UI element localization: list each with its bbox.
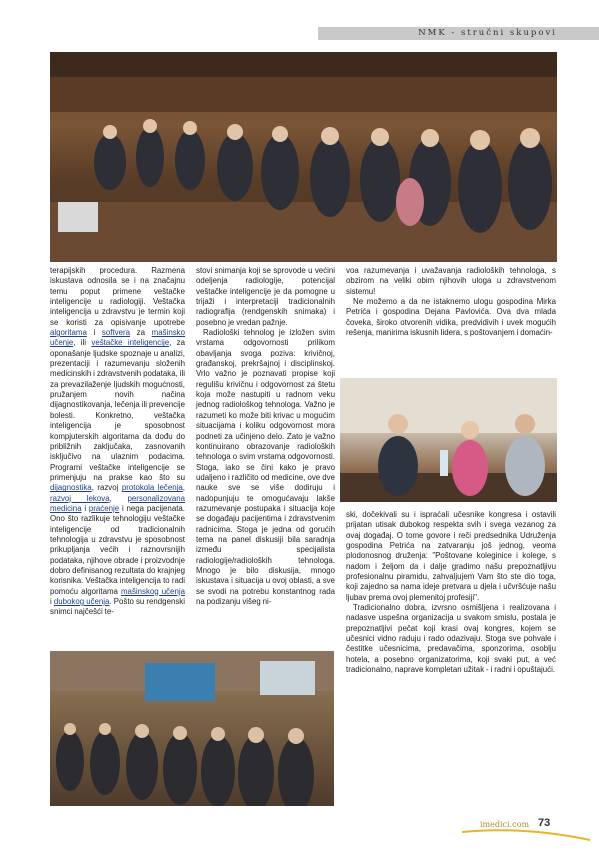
link-masinsko-ucenje[interactable]: mašinsko učenje: [50, 328, 185, 348]
footer-logo: imedici.com: [480, 820, 530, 829]
link-personalizovana-medicina[interactable]: personalizovana medicina: [50, 493, 185, 513]
column2-paragraph-2: Radiološki tehnolog je izložen svim vrstama odgovornosti prilikom obavljanja svoga poziva: krivičnoj, građanskoj, prekršajnoj i disciplinskoj. Vrlo važno je poznavati propise koji regulišu krivičnu i odgovornost za štetu koja može nastupiti u radnom veku jednog radiološkog tehnologa. Važno je razumeti ko može biti krivac u mogućim situacijama i koliku odgovornost mora podneti za učinjeno delo. Zato je važno kontinuirano obrazovanje radioloških tehnologa o svim vrstama odgovornosti. Stoga, iako se čini kako je pravo udaljeno i različito od medicine, ove dve nauke sve se više dodiruju i nadopunjuju te omogućavaju lakše razumevanje postupaka i situacija koje se događaju pacijentima i zdravstvenim radnicima. Stoga je jedna od gorućih tema na panel diskusiji bila saradnja između specijalista radiologije/radioloških tehnologa. Mnogo je bilo diskusija, mnogo iskustava i situacija u ovoj oblasti, a sve se svodi na potrebu konstantnog rada na podizanju višeg ni-: [196, 328, 335, 606]
column3-paragraph-1: voa razumevanja i uvažavanja radioloških tehnologa, s obzirom na veliki obim njihovih uloga u zdravstvenom sistemu!: [346, 266, 556, 296]
link-duboko-ucenje[interactable]: dubokog učenja: [53, 597, 110, 606]
text-run: . Pošto su rendgenski snimci najčešći te-: [50, 597, 185, 617]
link-softver[interactable]: softvera: [101, 328, 130, 338]
text-run: i nega pacijenata. Ono što razlikuje tehnologiju veštačke inteligencije od tradicionalnih tehnologija u zdravstvu je sposobnost prikupljanja većih i raznovrsnijih podataka, njihove obrade i proizvodnje dobro definisanog rezultata do krajnjeg korisnika. Veštačka inteligencija to radi pomoću algoritama: [50, 503, 185, 596]
hall-illustration: [50, 651, 334, 806]
link-protokol-lecenja[interactable]: protokola lečenja: [121, 483, 183, 493]
link-algoritmi[interactable]: algoritama: [50, 328, 87, 338]
column1-paragraph: [50, 266, 185, 618]
link-dijagnostika[interactable]: dijagnostika: [50, 483, 92, 493]
panel-discussion-photo: [340, 378, 557, 502]
column3-paragraph-3: ski, dočekivali su i ispraćali učesnike kongresa i ostavili prijatan utisak dubokog respekta svih i svega vezanog za ovaj događaj. O tome govore i reči predsednika Udruženja gospodina Petrića na zatvaranju još jednog, veoma plodonosnog druženja: "Poštovane koleginice i kolege, s nadom i željom da i dalje gradimo našu prepoznatljivu profesionalnu piramidu, zahvaljujem Vam što ste dio toga, koji zajedno sa nama ideje pretvara u djela i učvršćuje našu ljubav prema ovoj plemenitoj profesiji".: [346, 510, 556, 602]
link-pracenje[interactable]: praćenje: [88, 503, 120, 513]
footer-swoosh-decoration: [462, 828, 592, 842]
text-run: , ili: [73, 338, 87, 348]
section-header: NMK - stručni skupovi: [418, 28, 557, 38]
text-run: i: [84, 503, 87, 513]
column3-paragraph-2: Ne možemo a da ne istaknemo ulogu gospodina Mirka Petrića i gospodina Dejana Pavlovića. Ova dva mlada čoveka, široko otvorenih vidika, predvidivih i uvek mogućih rešenja, manirima iskusnih lidera, s poštovanjem i domaćin-: [346, 297, 556, 338]
link-vestacka-inteligencija[interactable]: veštačke inteligencije: [91, 338, 170, 348]
text-column-2: [196, 266, 335, 607]
text-run: za: [136, 328, 145, 338]
text-run: i: [50, 597, 52, 606]
column2-paragraph-1: stovi snimanja koji se sprovode u većini odeljenja radiologije, potencijal veštačke inteligencije je da pomogne u trijaži i interpretaciji tradicionalnih radiografija (rendgenskih snimaka) i posebno je vredan pažnje.: [196, 266, 335, 327]
text-column-3-upper: [346, 266, 556, 338]
text-run: ,: [182, 483, 185, 493]
audience-illustration: [50, 52, 557, 262]
link-masinsko-ucenje-2[interactable]: mašinskog učenja: [120, 586, 185, 596]
page-number: 73: [538, 817, 551, 829]
text-run: , razvoj: [91, 483, 119, 493]
column3-paragraph-4: Tradicionalno dobra, izvrsno osmišljena i realizovana i nadasve uspešna organizacija u svakom smislu, postala je prepoznatljivi pečat koji krasi ovaj kongres, kojem se učesnici vidno raduju i rado odazivaju. Stoga sve pohvale i čestitke učesnicima, predavačima, sponzorima, osoblju hotela, a posebno organizatorima, koji svaki put, a već tradicionalno, naprave kompletan užitak - i radni i opuštajući.: [346, 603, 556, 675]
conference-hall-photo: [50, 651, 334, 806]
panel-illustration: [340, 378, 557, 502]
text-column-3-lower: [346, 510, 556, 676]
text-run: ,: [109, 493, 112, 503]
text-run: i: [93, 328, 96, 338]
text-run: terapijskih procedura. Razmena iskustava odnosila se i na značajnu temu poput primene veštačke inteligencije u radiologiji. Veštačka inteligencija u zdravstvu je termin koji se koristi za opisivanje upotrebe: [50, 266, 185, 327]
text-run: , za oponašanje ljudske spoznaje u analizi, prezentaciji i razumevanju složenih medicinskih i zdravstvenih podataka, ili za prevazilaženje ljudskih mogućnosti, pružanjem novih načina dijagnostikovanja, lečenja ili prevencije bolesti. Konkretno, veštačka inteligencija je sposobnost kompjuterskih algoritama da dođu do približnih zaključaka, zasnovanih isključivo na ulaznim podacima. Programi veštačke inteligencije se primenjuju na prakse kao što su: [50, 338, 185, 482]
conference-audience-photo: [50, 52, 557, 262]
link-razvoj-lekova[interactable]: razvoj lekova: [50, 493, 110, 503]
text-column-1: [50, 266, 185, 618]
